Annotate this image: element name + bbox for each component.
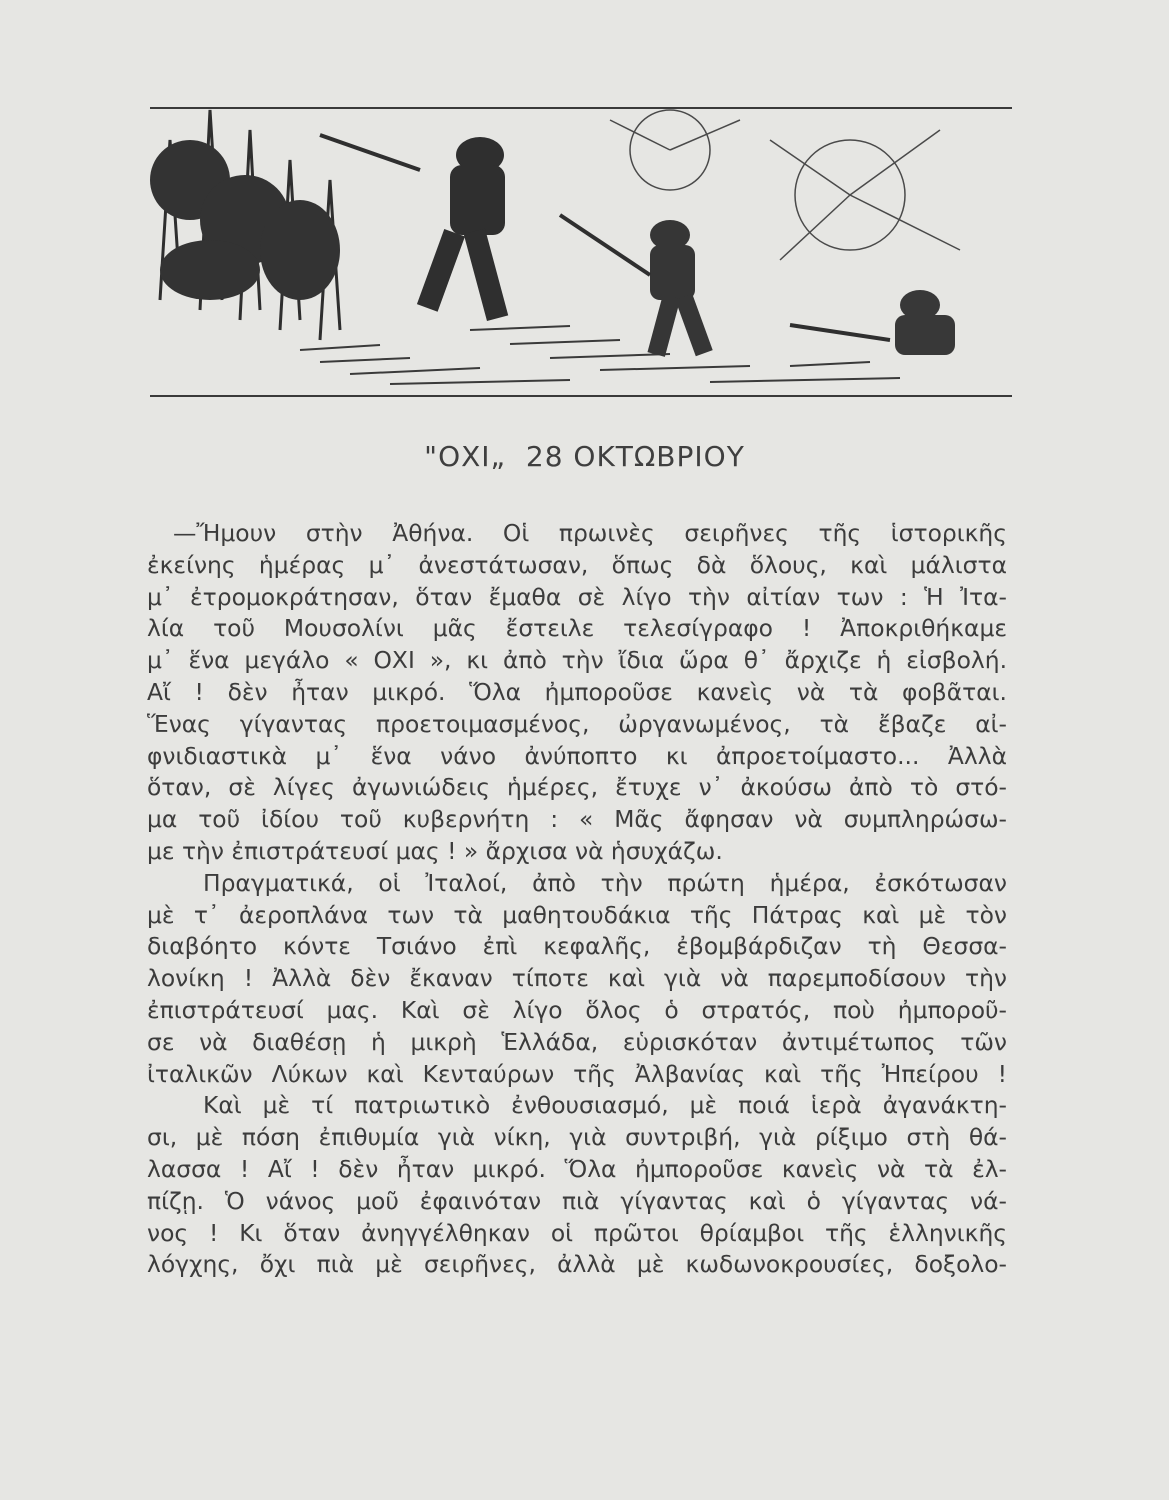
text-line: Καὶ μὲ τί πατριωτικὸ ἐνθουσιασμό, μὲ ποιά ἱερὰ ἀγανάκτη- (203, 1091, 1007, 1120)
text-line: λία τοῦ Μουσολίνι μᾶς ἔστειλε τελεσίγραφο ! Ἀποκριθήκαμε (147, 614, 1007, 643)
title-open-quote: " (424, 440, 439, 473)
title-date: 28 ΟΚΤΩΒΡΙΟΥ (525, 440, 745, 473)
text-line: λασσα ! Αἴ ! δὲν ἦταν μικρό. Ὅλα ἠμποροῦσε κανεὶς νὰ τὰ ἐλ- (147, 1154, 1007, 1183)
text-line: φνιδιαστικὰ μ᾿ ἕνα νάνο ἀνύποπτο κι ἀπροετοίμαστο... Ἀλλὰ (147, 741, 1007, 770)
text-line: λόγχης, ὄχι πιὰ μὲ σειρῆνες, ἀλλὰ μὲ κωδωνοκρουσίες, δοξολο- (147, 1250, 1007, 1279)
text-line: με τὴν ἐπιστράτευσί μας ! » ἄρχισα νὰ ἡσυχάζω. (147, 836, 723, 865)
text-line: διαβόητο κόντε Τσιάνο ἐπὶ κεφαλῆς, ἐβομβάρδιζαν τὴ Θεσσα- (147, 932, 1007, 961)
text-line: πίζῃ. Ὁ νάνος μοῦ ἐφαινόταν πιὰ γίγαντας καὶ ὁ γίγαντας νά- (147, 1186, 1007, 1215)
text-line: Πραγματικά, οἱ Ἰταλοί, ἀπὸ τὴν πρώτη ἡμέρα, ἐσκότωσαν (203, 868, 1007, 897)
text-line: μα τοῦ ἰδίου τοῦ κυβερνήτη : « Μᾶς ἄφησαν νὰ συμπληρώσω- (147, 805, 1007, 834)
text-line: ὅταν, σὲ λίγες ἀγωνιώδεις ἡμέρες, ἔτυχε ν᾿ ἀκούσω ἀπὸ τὸ στό- (147, 773, 1007, 802)
text-line: σι, μὲ πόση ἐπιθυμία γιὰ νίκη, γιὰ συντριβή, γιὰ ρίξιμο στὴ θά- (147, 1123, 1007, 1152)
text-line: ἰταλικῶν Λύκων καὶ Κενταύρων τῆς Ἀλβανίας καὶ τῆς Ἠπείρου ! (147, 1059, 1007, 1088)
text-line: λονίκη ! Ἀλλὰ δὲν ἔκαναν τίποτε καὶ γιὰ νὰ παρεμποδίσουν τὴν (147, 964, 1007, 993)
text-line: Αἴ ! δὲν ἦταν μικρό. Ὅλα ἠμποροῦσε κανεὶς νὰ τὰ φοβᾶται. (147, 677, 1007, 706)
paragraph-1 (147, 518, 1007, 868)
text-line: μ᾿ ἕνα μεγάλο « ΟΧΙ », κι ἀπὸ τὴν ἴδια ὥρα θ᾿ ἄρχιζε ἡ εἰσβολή. (147, 646, 1007, 675)
body-text (147, 518, 1007, 1281)
text-line: Ἕνας γίγαντας προετοιμασμένος, ὠργανωμένος, τὰ ἔβαζε αἰ- (147, 709, 1007, 738)
text-line: ἐπιστράτευσί μας. Καὶ σὲ λίγο ὅλος ὁ στρατός, ποὺ ἠμποροῦ- (147, 995, 1007, 1024)
page-title (0, 440, 1169, 473)
paragraph-3 (147, 1090, 1007, 1281)
text-line: νος ! Κι ὅταν ἀνηγγέλθηκαν οἱ πρῶτοι θρίαμβοι τῆς ἑλληνικῆς (147, 1218, 1007, 1247)
title-close-quote: „ (490, 440, 507, 473)
text-line: σε νὰ διαθέσῃ ἡ μικρὴ Ἑλλάδα, εὑρισκόταν ἀντιμέτωπος τῶν (147, 1027, 1007, 1056)
text-line: μὲ τ᾿ ἀεροπλάνα των τὰ μαθητουδάκια τῆς Πάτρας καὶ μὲ τὸν (147, 900, 1007, 929)
title-word: ΟΧΙ (438, 440, 491, 473)
battle-illustration (150, 100, 1012, 400)
battle-illustration-icon (150, 100, 1012, 400)
text-line: μ᾿ ἐτρομοκράτησαν, ὅταν ἔμαθα σὲ λίγο τὴν αἰτίαν των : Ἡ Ἰτα- (147, 582, 1007, 611)
paragraph-2 (147, 868, 1007, 1091)
text-line: —Ἤμουν στὴν Ἀθήνα. Οἱ πρωινὲς σειρῆνες τῆς ἱστορικῆς (173, 519, 1007, 547)
text-line: ἐκείνης ἡμέρας μ᾿ ἀνεστάτωσαν, ὅπως δὰ ὅλους, καὶ μάλιστα (147, 550, 1007, 579)
